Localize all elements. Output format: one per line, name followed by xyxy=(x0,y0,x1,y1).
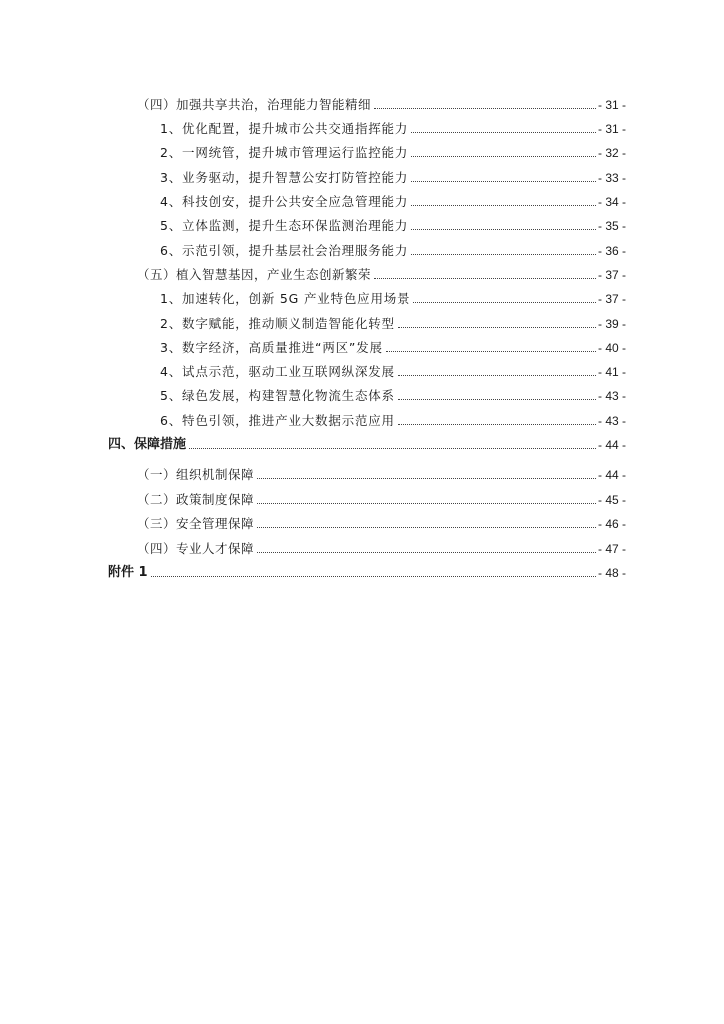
toc-entry[interactable] xyxy=(160,189,626,209)
toc-entry-label: 2、数字赋能，推动顺义制造智能化转型 xyxy=(160,316,395,331)
toc-entry-label: 4、试点示范，驱动工业互联网纵深发展 xyxy=(160,364,395,379)
toc-leader-dots xyxy=(413,302,596,303)
toc-leader-dots xyxy=(386,351,596,352)
toc-leader-dots xyxy=(411,254,596,255)
toc-leader-dots xyxy=(398,327,596,328)
toc-entry-label: 3、业务驱动，提升智慧公安打防管控能力 xyxy=(160,170,409,185)
toc-chapter-label: 四、保障措施 xyxy=(108,437,187,452)
toc-entry-page: - 33 - xyxy=(597,171,626,185)
toc-entry-label: （二）政策制度保障 xyxy=(137,492,255,507)
toc-entry-label: 6、示范引领，提升基层社会治理服务能力 xyxy=(160,243,409,258)
toc-leader-dots xyxy=(398,399,596,400)
toc-entry[interactable] xyxy=(160,286,626,306)
toc-entry-label: 5、立体监测，提升生态环保监测治理能力 xyxy=(160,218,409,233)
toc-leader-dots xyxy=(257,552,596,553)
toc-entry-page: - 41 - xyxy=(597,365,626,379)
toc-leader-dots xyxy=(257,478,596,479)
toc-entry-label: 3、数字经济，高质量推进“两区”发展 xyxy=(160,340,383,355)
toc-chapter[interactable] xyxy=(108,432,626,452)
toc-entry[interactable] xyxy=(160,311,626,331)
toc-entry[interactable] xyxy=(160,408,626,428)
toc-leader-dots xyxy=(411,132,596,133)
toc-entry-page: - 37 - xyxy=(597,292,626,306)
toc-entry[interactable] xyxy=(160,116,626,136)
toc-entry[interactable] xyxy=(137,511,626,531)
toc-entry-page: - 34 - xyxy=(597,195,626,209)
toc-entry-label: 2、一网统管，提升城市管理运行监控能力 xyxy=(160,145,409,160)
toc-entry-page: - 44 - xyxy=(597,438,626,452)
toc-leader-dots xyxy=(411,181,596,182)
toc-entry-page: - 31 - xyxy=(597,98,626,112)
toc-entry-page: - 46 - xyxy=(597,517,626,531)
toc-leader-dots xyxy=(189,448,596,449)
toc-entry-label: （四）加强共享共治，治理能力智能精细 xyxy=(137,97,372,112)
toc-chapter[interactable] xyxy=(108,560,626,580)
toc-entry-page: - 43 - xyxy=(597,389,626,403)
toc-entry-page: - 35 - xyxy=(597,219,626,233)
toc-entry-page: - 40 - xyxy=(597,341,626,355)
toc-entry[interactable] xyxy=(160,165,626,185)
toc-entry[interactable] xyxy=(160,140,626,160)
toc-entry[interactable] xyxy=(160,359,626,379)
toc-entry[interactable] xyxy=(137,262,626,282)
toc-entry-page: - 31 - xyxy=(597,122,626,136)
toc-leader-dots xyxy=(398,424,596,425)
toc-entry-label: 5、绿色发展，构建智慧化物流生态体系 xyxy=(160,388,395,403)
toc-entry-page: - 45 - xyxy=(597,493,626,507)
toc-entry-page: - 39 - xyxy=(597,317,626,331)
toc-leader-dots xyxy=(411,156,596,157)
toc-entry[interactable] xyxy=(160,238,626,258)
toc-entry-label: （五）植入智慧基因，产业生态创新繁荣 xyxy=(137,267,372,282)
toc-entry-page: - 36 - xyxy=(597,244,626,258)
toc-leader-dots xyxy=(257,503,596,504)
toc-entry-label: （四）专业人才保障 xyxy=(137,541,255,556)
toc-entry-page: - 48 - xyxy=(597,566,626,580)
toc-entry[interactable] xyxy=(160,213,626,233)
toc-chapter-label: 附件 1 xyxy=(108,565,148,580)
toc-entry[interactable] xyxy=(137,536,626,556)
toc-entry-page: - 47 - xyxy=(597,542,626,556)
toc-leader-dots xyxy=(374,108,596,109)
toc-leader-dots xyxy=(398,375,596,376)
toc-entry-page: - 37 - xyxy=(597,268,626,282)
toc-entry[interactable] xyxy=(160,383,626,403)
toc-entry[interactable] xyxy=(160,335,626,355)
toc-entry-page: - 44 - xyxy=(597,468,626,482)
toc-entry[interactable] xyxy=(137,462,626,482)
toc-leader-dots xyxy=(411,205,596,206)
toc-entry[interactable] xyxy=(137,92,626,112)
toc-entry-label: 1、优化配置，提升城市公共交通指挥能力 xyxy=(160,121,409,136)
toc-entry[interactable] xyxy=(137,487,626,507)
toc-leader-dots xyxy=(411,229,596,230)
toc-entry-label: （一）组织机制保障 xyxy=(137,467,255,482)
toc-leader-dots xyxy=(374,278,596,279)
toc-entry-page: - 43 - xyxy=(597,414,626,428)
toc-entry-label: 1、加速转化，创新 5G 产业特色应用场景 xyxy=(160,291,411,306)
toc-entry-label: 6、特色引领，推进产业大数据示范应用 xyxy=(160,413,395,428)
toc-leader-dots xyxy=(257,527,596,528)
toc-leader-dots xyxy=(151,576,596,577)
toc-entry-label: （三）安全管理保障 xyxy=(137,516,255,531)
toc-entry-page: - 32 - xyxy=(597,146,626,160)
toc-entry-label: 4、科技创安，提升公共安全应急管理能力 xyxy=(160,194,409,209)
